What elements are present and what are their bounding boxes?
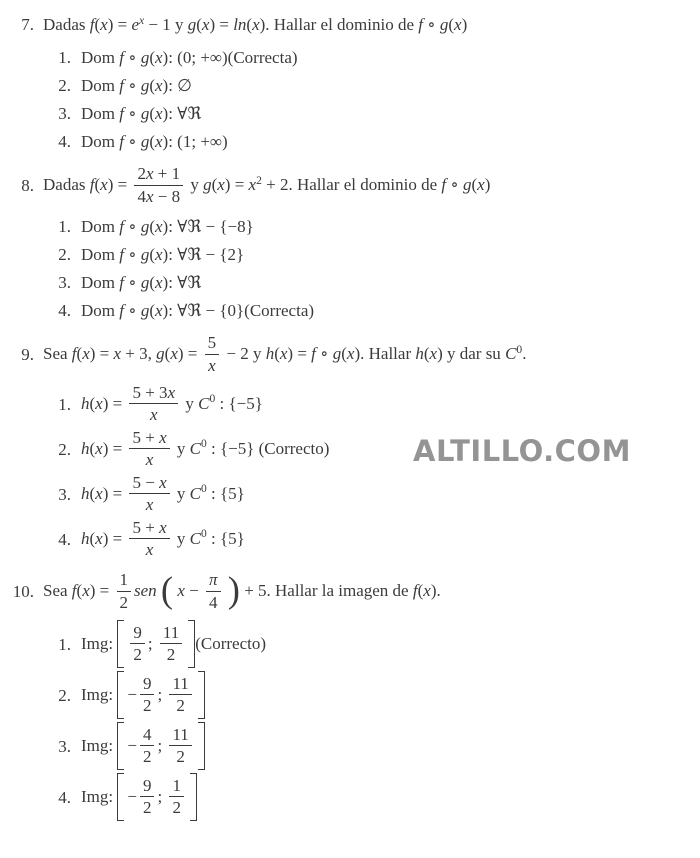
fraction-numerator: 5 + x bbox=[129, 518, 169, 540]
question-10 bbox=[10, 571, 692, 823]
fraction-numerator: 5 bbox=[205, 333, 220, 355]
math-variable: x bbox=[138, 13, 145, 27]
math-variable: f bbox=[119, 47, 124, 67]
answer-option bbox=[56, 72, 692, 100]
superscript: 0 bbox=[516, 342, 523, 356]
math-variable: g bbox=[140, 75, 150, 95]
fraction-denominator: 4x − 8 bbox=[137, 186, 181, 206]
option-text: Dom f ∘ g(x): ∀ℜ − {0}(Correcta) bbox=[81, 301, 315, 321]
answer-option bbox=[56, 670, 692, 721]
fraction bbox=[140, 725, 155, 767]
fraction-denominator bbox=[129, 539, 169, 560]
option-number: 1. bbox=[58, 634, 71, 654]
option-number: 2. bbox=[58, 245, 71, 265]
math-variable: f bbox=[119, 273, 124, 293]
math-variable: x bbox=[155, 301, 163, 321]
math-variable: f bbox=[412, 581, 418, 601]
math-variable: x bbox=[423, 581, 431, 601]
fraction-numerator: 5 − x bbox=[129, 473, 169, 495]
math-variable: C bbox=[505, 344, 517, 364]
fraction-numerator: 1 bbox=[117, 570, 132, 592]
fraction-numerator: 11 bbox=[169, 674, 191, 696]
math-variable: x bbox=[145, 186, 154, 206]
big-bracket-right bbox=[190, 773, 197, 821]
answer-option bbox=[56, 382, 692, 427]
math-variable: x bbox=[155, 103, 163, 123]
math-variable: g bbox=[140, 301, 150, 321]
question-number: 8. bbox=[21, 176, 34, 195]
math-variable: g bbox=[187, 14, 197, 34]
answer-options bbox=[56, 213, 692, 325]
math-variable: x bbox=[429, 344, 438, 364]
fraction-denominator: 2 bbox=[142, 747, 152, 767]
question-prompt bbox=[10, 334, 692, 376]
math-variable: h bbox=[81, 528, 90, 548]
math-variable: f bbox=[89, 174, 95, 194]
fraction bbox=[134, 164, 183, 206]
superscript: 0 bbox=[209, 392, 216, 406]
option-text: Dom f ∘ g(x): (1; +∞) bbox=[81, 131, 228, 151]
option-text: h(x) = $\frac{5 + 3x}{x}$ y $C^0$ : {−5} bbox=[81, 382, 263, 425]
math-variable: C bbox=[189, 438, 201, 458]
option-number: 3. bbox=[58, 103, 71, 123]
option-number: 4. bbox=[58, 301, 71, 321]
prompt-text: Dadas f(x) = $\frac{2x + 1}{4x - 8}$ y $g(x) = x^2 + 2$. Hallar el dominio de f ∘ g(x) bbox=[43, 164, 491, 206]
option-number: 4. bbox=[58, 787, 71, 807]
option-text: Dom f ∘ g(x): (0; +∞)(Correcta) bbox=[81, 47, 298, 67]
question-list bbox=[10, 12, 692, 823]
fraction-numerator: 5 + 3x bbox=[129, 383, 178, 405]
superscript bbox=[139, 14, 144, 27]
option-number: 3. bbox=[58, 484, 71, 504]
answer-option bbox=[56, 772, 692, 823]
fraction-numerator: 4 bbox=[140, 725, 155, 747]
fraction-numerator: 11 bbox=[160, 623, 182, 645]
option-text: h(x) = $\frac{5 + x}{x}$ y $C^0$ : {5} bbox=[81, 517, 245, 560]
superscript: 2 bbox=[256, 173, 262, 187]
question-number: 7. bbox=[21, 14, 34, 34]
fraction-numerator: 11 bbox=[169, 725, 191, 747]
option-text: Img: − $\frac{9}{2}$ ; $\frac{1}{2}$ bbox=[81, 774, 692, 822]
math-variable: f bbox=[441, 174, 447, 194]
math-variable: g bbox=[140, 217, 150, 237]
fraction-denominator: 2 bbox=[119, 592, 128, 612]
fraction-numerator: 1 bbox=[169, 776, 184, 798]
math-variable: f bbox=[119, 245, 124, 265]
math-variable: h bbox=[265, 344, 275, 364]
question-number: 9. bbox=[21, 345, 34, 365]
fraction bbox=[129, 428, 169, 470]
option-text: Dom f ∘ g(x): ∀ℜ bbox=[81, 103, 202, 123]
math-variable: f bbox=[119, 301, 124, 321]
math-variable: f bbox=[418, 14, 423, 34]
math-variable: x bbox=[145, 450, 154, 470]
fraction-denominator: 2 bbox=[142, 696, 152, 716]
math-variable: g bbox=[140, 131, 150, 151]
fraction-denominator: 2 bbox=[142, 798, 152, 818]
math-variable: x bbox=[279, 344, 288, 364]
math-variable: x bbox=[155, 245, 163, 265]
fraction bbox=[169, 674, 191, 716]
math-variable: x bbox=[145, 495, 154, 515]
math-variable: g bbox=[140, 47, 150, 67]
fraction-numerator bbox=[206, 570, 221, 592]
fraction-numerator: 5 + x bbox=[129, 428, 169, 450]
answer-option bbox=[56, 721, 692, 772]
option-number: 2. bbox=[58, 75, 71, 95]
math-variable: π bbox=[208, 570, 218, 590]
fraction-denominator bbox=[129, 449, 169, 470]
big-bracket-left bbox=[117, 773, 124, 821]
fraction-denominator bbox=[205, 355, 220, 376]
math-variable: g bbox=[140, 273, 150, 293]
fraction bbox=[205, 333, 220, 375]
math-variable: x bbox=[150, 405, 158, 425]
math-variable: x bbox=[208, 355, 216, 375]
math-variable: x bbox=[82, 581, 90, 601]
math-variable: x bbox=[145, 164, 154, 183]
question-prompt bbox=[10, 12, 692, 38]
fraction-denominator: 2 bbox=[166, 645, 176, 665]
fraction bbox=[129, 473, 169, 515]
math-variable: g bbox=[332, 344, 342, 364]
big-bracket-right bbox=[198, 671, 205, 719]
fraction-denominator bbox=[129, 404, 178, 425]
option-text: Dom f ∘ g(x): ∀ℜ − {2} bbox=[81, 245, 245, 265]
answer-options bbox=[56, 382, 692, 562]
fraction-numerator: 9 bbox=[140, 776, 155, 798]
math-variable: ln bbox=[233, 14, 247, 34]
math-variable: x bbox=[167, 382, 176, 402]
math-variable: x bbox=[155, 75, 163, 95]
math-variable: x bbox=[100, 174, 108, 194]
answer-option bbox=[56, 472, 692, 517]
math-variable: g bbox=[203, 174, 212, 194]
question-8 bbox=[10, 165, 692, 325]
option-number: 3. bbox=[58, 273, 71, 293]
math-variable: x bbox=[95, 528, 103, 548]
math-variable: g bbox=[156, 344, 165, 364]
math-variable: x bbox=[155, 131, 163, 151]
math-variable: g bbox=[140, 245, 150, 265]
math-variable: C bbox=[198, 393, 210, 413]
math-variable: x bbox=[201, 14, 210, 34]
math-variable: h bbox=[415, 344, 424, 364]
question-prompt bbox=[10, 571, 692, 613]
option-text: Dom f ∘ g(x): ∀ℜ − {−8} bbox=[81, 217, 254, 237]
fraction-denominator bbox=[129, 494, 169, 515]
math-variable: sen bbox=[134, 581, 157, 601]
watermark: ALTILLO.COM bbox=[413, 434, 631, 468]
option-number: 1. bbox=[58, 394, 71, 414]
math-variable: f bbox=[71, 581, 77, 601]
option-text: Img: − $\frac{4}{2}$ ; $\frac{11}{2}$ bbox=[81, 723, 692, 771]
math-variable: f bbox=[119, 131, 124, 151]
fraction-denominator: 2 bbox=[172, 798, 181, 818]
big-bracket-right bbox=[188, 620, 195, 668]
math-variable: C bbox=[189, 528, 201, 548]
fraction bbox=[169, 776, 184, 818]
option-number: 2. bbox=[58, 439, 71, 459]
option-text: h(x) = $\frac{5 - x}{x}$ y $C^0$ : {5} bbox=[81, 472, 245, 515]
fraction-numerator: 2x + 1 bbox=[134, 164, 183, 186]
fraction bbox=[129, 383, 178, 425]
superscript: 0 bbox=[200, 482, 207, 496]
question-7 bbox=[10, 12, 692, 156]
math-variable: f bbox=[119, 75, 124, 95]
fraction-denominator: 2 bbox=[133, 645, 142, 665]
math-variable: x bbox=[95, 393, 103, 413]
answer-option bbox=[56, 619, 692, 670]
answer-options bbox=[56, 44, 692, 156]
big-bracket-left bbox=[117, 671, 124, 719]
option-number: 4. bbox=[58, 131, 71, 151]
option-number: 2. bbox=[58, 685, 71, 705]
math-variable: x bbox=[95, 438, 103, 458]
answer-option bbox=[56, 269, 692, 297]
superscript: 0 bbox=[200, 437, 207, 451]
math-variable: x bbox=[159, 472, 167, 492]
math-variable: h bbox=[81, 438, 90, 458]
math-variable: h bbox=[81, 483, 90, 503]
answer-option bbox=[56, 297, 692, 325]
fraction bbox=[140, 776, 155, 818]
answer-option bbox=[56, 213, 692, 241]
math-variable: x bbox=[217, 174, 225, 194]
math-variable: f bbox=[119, 103, 124, 123]
big-bracket-left bbox=[117, 722, 124, 770]
fraction bbox=[160, 623, 182, 665]
fraction bbox=[206, 570, 221, 612]
math-variable: x bbox=[82, 344, 90, 364]
math-variable: f bbox=[71, 344, 77, 364]
math-variable: x bbox=[477, 174, 485, 194]
option-text: Img: $\frac{9}{2}$ ; $\frac{11}{2}$ (Correcto) bbox=[81, 621, 692, 669]
math-variable: x bbox=[95, 483, 103, 503]
fraction-numerator: 9 bbox=[140, 674, 155, 696]
math-variable: g bbox=[439, 14, 449, 34]
math-variable: f bbox=[311, 344, 316, 364]
math-variable: f bbox=[89, 14, 95, 34]
math-variable: x bbox=[113, 344, 122, 364]
math-variable: x bbox=[177, 581, 185, 601]
math-variable: h bbox=[81, 393, 90, 413]
question-prompt bbox=[10, 165, 692, 207]
superscript: 0 bbox=[200, 527, 207, 541]
fraction bbox=[117, 570, 132, 612]
math-variable: f bbox=[119, 217, 124, 237]
math-variable: x bbox=[159, 517, 167, 537]
answer-option bbox=[56, 100, 692, 128]
math-variable: C bbox=[189, 483, 201, 503]
big-bracket-left bbox=[117, 620, 124, 668]
big-bracket-right bbox=[198, 722, 205, 770]
answer-options bbox=[56, 619, 692, 823]
question-number: 10. bbox=[12, 582, 34, 602]
option-text: h(x) = $\frac{5 + x}{x}$ y $C^0$ : {−5} (Correcto) bbox=[81, 427, 330, 470]
math-variable: x bbox=[159, 427, 167, 447]
answer-option bbox=[56, 517, 692, 562]
math-variable: e bbox=[131, 14, 139, 34]
fraction bbox=[130, 623, 145, 665]
fraction-denominator: 4 bbox=[209, 592, 218, 612]
option-number: 1. bbox=[58, 217, 71, 237]
fraction-numerator: 9 bbox=[130, 623, 145, 645]
option-number: 4. bbox=[58, 529, 71, 549]
math-variable: x bbox=[155, 217, 163, 237]
math-variable: g bbox=[463, 174, 472, 194]
prompt-text: Dadas $f(x) = e^x - 1$ y g(x) = ln(x). Hallar el dominio de f ∘ g(x) bbox=[43, 13, 468, 34]
fraction-denominator: 2 bbox=[176, 747, 185, 767]
option-text: Dom f ∘ g(x): ∅ bbox=[81, 75, 192, 95]
math-variable: x bbox=[454, 14, 462, 34]
math-variable: x bbox=[248, 174, 257, 194]
prompt-text: Sea f(x) = $\frac{1}{2}$ sen ( x − $\frac{\pi}{4}$ ) + 5. Hallar la imagen de f(x). bbox=[43, 569, 441, 612]
math-variable: x bbox=[155, 273, 163, 293]
math-variable: x bbox=[170, 344, 178, 364]
fraction bbox=[169, 725, 191, 767]
fraction bbox=[140, 674, 155, 716]
math-variable: x bbox=[100, 14, 108, 34]
math-variable: g bbox=[140, 103, 150, 123]
math-variable: x bbox=[155, 47, 163, 67]
math-variable: x bbox=[346, 344, 355, 364]
answer-option bbox=[56, 241, 692, 269]
math-variable: x bbox=[252, 14, 260, 34]
answer-option bbox=[56, 44, 692, 72]
option-text: Img: − $\frac{9}{2}$ ; $\frac{11}{2}$ bbox=[81, 672, 692, 720]
option-number: 1. bbox=[58, 47, 71, 67]
fraction-denominator: 2 bbox=[176, 696, 185, 716]
math-variable: x bbox=[145, 540, 154, 560]
option-text: Dom f ∘ g(x): ∀ℜ bbox=[81, 273, 202, 293]
answer-option bbox=[56, 128, 692, 156]
fraction bbox=[129, 518, 169, 560]
prompt-text: Sea f(x) = x + 3, g(x) = $\frac{5}{x}$ − 2 y h(x) = f ∘ g(x). Hallar h(x) y dar su $C^0$. bbox=[43, 333, 527, 375]
option-number: 3. bbox=[58, 736, 71, 756]
